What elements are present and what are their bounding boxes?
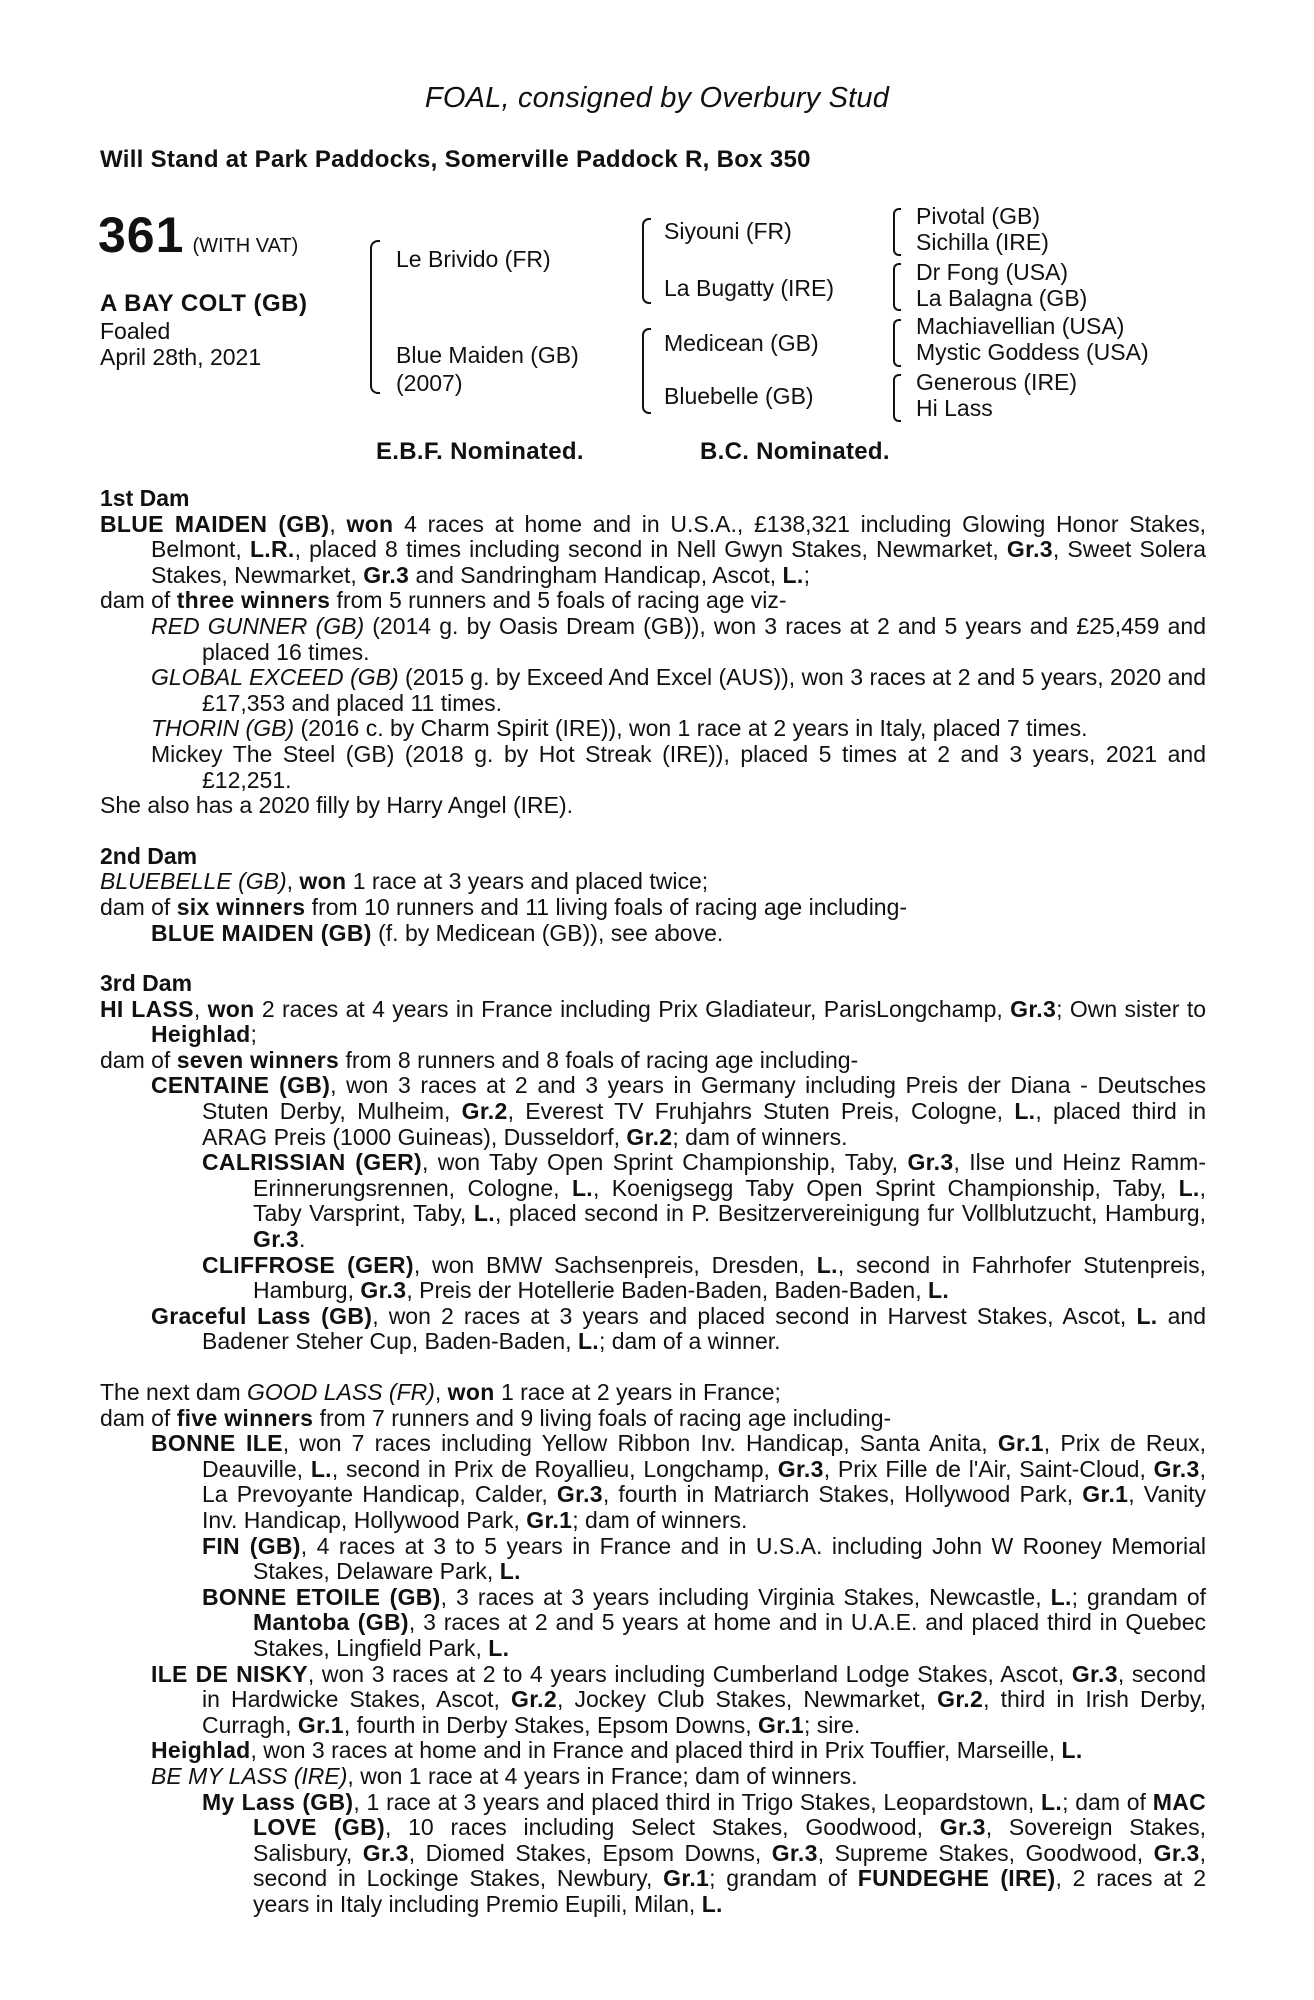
pedigree-dam: Blue Maiden (GB)	[396, 342, 579, 368]
race-grade: L.	[816, 1251, 838, 1278]
produce-entry	[151, 614, 1206, 665]
horse-name: RED GUNNER (GB)	[151, 612, 365, 639]
horse-name: CENTAINE (GB)	[151, 1072, 331, 1099]
text: , Taby Varsprint, Taby,	[253, 1174, 1207, 1227]
standing-location: Will Stand at Park Paddocks, Somerville Paddock R, Box 350	[100, 146, 811, 173]
text: , won 7 races including Yellow Ribbon Inv. Handicap, Santa Anita,	[282, 1430, 998, 1457]
text: , won 1 race at 4 years in France; dam of winners.	[347, 1762, 858, 1789]
text: ;	[803, 561, 810, 588]
produce-entry	[151, 1073, 1206, 1150]
text: , fourth in Matriarch Stakes, Hollywood Park,	[602, 1481, 1083, 1508]
text: , won 2 races at 3 years and placed second in Harvest Stakes, Ascot,	[372, 1302, 1137, 1329]
pedigree-dam-dam: Bluebelle (GB)	[664, 383, 814, 409]
text: dam of	[100, 587, 177, 614]
text: , placed second in P. Besitzervereinigung fur Vollblutzucht, Hamburg,	[494, 1200, 1206, 1227]
race-grade: Gr.1	[663, 1865, 710, 1892]
pedigree-brace	[642, 218, 651, 304]
text: ,	[434, 1379, 448, 1405]
text: ; dam of winners.	[672, 1123, 848, 1150]
pedigree-gg-4: La Balagna (GB)	[916, 285, 1088, 311]
race-grade: Gr.3	[1153, 1455, 1200, 1482]
pedigree-brace	[370, 240, 380, 394]
text: (f. by Medicean (GB)), see above.	[371, 919, 724, 946]
text: six winners	[176, 893, 306, 920]
pedigree-dam-sire: Medicean (GB)	[664, 330, 819, 356]
text: ; dam of	[1062, 1788, 1153, 1815]
produce-entry	[151, 1764, 1206, 1790]
produce-note: She also has a 2020 filly by Harry Angel (IRE).	[100, 792, 574, 819]
horse-name: My Lass (GB)	[202, 1788, 354, 1815]
text: ,	[329, 510, 347, 537]
horse-name: Graceful Lass (GB)	[151, 1302, 373, 1329]
pedigree-brace	[893, 263, 901, 311]
race-grade: Gr.3	[253, 1226, 299, 1253]
race-grade: Gr.2	[461, 1098, 508, 1125]
race-grade: Gr.3	[556, 1481, 603, 1508]
text: five winners	[176, 1404, 314, 1431]
race-grade: Gr.2	[937, 1686, 984, 1713]
race-grade: L.	[1041, 1788, 1063, 1815]
foaled-date: April 28th, 2021	[100, 344, 262, 370]
text: from 8 runners and 8 foals of racing age including-	[339, 1046, 859, 1073]
race-grade: L.	[571, 1174, 593, 1201]
text: ,	[286, 868, 300, 895]
race-grade: Gr.3	[360, 1277, 407, 1304]
horse-name: MAC LOVE (GB)	[253, 1788, 1207, 1841]
produce-entry	[151, 1662, 1206, 1739]
pedigree-gg-5: Machiavellian (USA)	[916, 313, 1125, 339]
produce-entry	[202, 1534, 1206, 1585]
produce-entry	[202, 1790, 1206, 1918]
race-grade: Gr.3	[363, 561, 410, 588]
pedigree-brace	[893, 319, 901, 367]
text: won	[299, 868, 347, 895]
produce-entry: Mickey The Steel (GB) (2018 g. by Hot Streak (IRE)), placed 5 times at 2 and 3 years, 2021 and £12,251.	[151, 740, 1206, 793]
lot-heading	[98, 206, 298, 264]
text: ; grandam of	[709, 1865, 858, 1892]
race-grade: L.	[1136, 1302, 1158, 1329]
horse-name: FUNDEGHE (IRE)	[857, 1865, 1056, 1892]
dam-entry	[100, 512, 1206, 589]
race-grade: L.	[1178, 1174, 1200, 1201]
race-grade: Gr.3	[1071, 1660, 1118, 1687]
text: won	[447, 1379, 495, 1405]
text: dam of	[100, 893, 177, 920]
race-grade: Gr.1	[758, 1711, 804, 1738]
pedigree-gg-1: Pivotal (GB)	[916, 203, 1040, 229]
produce-entry	[151, 1304, 1206, 1355]
text: , Ilse und Heinz Ramm-Erinnerungsrennen, Cologne,	[253, 1149, 1206, 1201]
race-grade: Gr.3	[771, 1839, 818, 1866]
text: , won Taby Open Sprint Championship, Taby,	[421, 1149, 908, 1176]
produce-entry	[151, 665, 1206, 716]
text: , Sweet Solera Stakes, Newmarket,	[151, 536, 1206, 588]
text: 4 races at home and in U.S.A., £138,321 including Glowing Honor Stakes, Belmont,	[151, 510, 1207, 563]
race-grade: Gr.3	[777, 1455, 824, 1482]
race-grade: L.	[488, 1634, 510, 1661]
text: , won BMW Sachsenpreis, Dresden,	[413, 1251, 817, 1278]
text: , 1 race at 3 years and placed third in Trigo Stakes, Leopardstown,	[353, 1788, 1042, 1815]
text: , Vanity Inv. Handicap, Hollywood Park,	[202, 1481, 1207, 1533]
text: (2015 g. by Exceed And Excel (AUS)), won 3 races at 2 and 5 years, 2020 and £17,353 and placed 11 times.	[202, 664, 1206, 716]
text: seven winners	[176, 1046, 340, 1073]
race-grade: Gr.3	[362, 1839, 409, 1866]
produce-entry	[151, 921, 1206, 947]
race-grade: Gr.3	[1010, 995, 1057, 1022]
text: , 3 races at 3 years including Virginia Stakes, Newcastle,	[440, 1583, 1051, 1610]
text: , third in Irish Derby, Curragh,	[202, 1686, 1206, 1738]
text: and Sandringham Handicap, Ascot,	[409, 561, 783, 588]
text: , Koenigsegg Taby Open Sprint Championship, Taby,	[592, 1174, 1179, 1201]
text: , Diomed Stakes, Epsom Downs,	[408, 1839, 772, 1866]
pedigree-brace	[893, 208, 901, 256]
horse-name: CALRISSIAN (GER)	[202, 1149, 422, 1176]
race-grade: L.	[782, 561, 804, 588]
race-grade: L.	[310, 1455, 332, 1482]
pedigree-gg-6: Mystic Goddess (USA)	[916, 339, 1149, 365]
spacer	[100, 819, 1206, 844]
text: , Prix de Reux, Deauville,	[202, 1430, 1207, 1482]
race-grade: Gr.1	[997, 1430, 1044, 1457]
text: from 5 runners and 5 foals of racing age viz-	[330, 587, 787, 614]
foaled-label: Foaled	[100, 318, 171, 344]
text: ; sire.	[803, 1711, 861, 1738]
pedigree-sire-dam: La Bugatty (IRE)	[664, 275, 835, 301]
horse-name: FIN (GB)	[202, 1532, 301, 1559]
section-heading: 3rd Dam	[100, 970, 193, 997]
pedigree-sire-sire: Siyouni (FR)	[664, 218, 792, 244]
race-grade: L.	[499, 1558, 521, 1585]
horse-name: BONNE ETOILE (GB)	[202, 1583, 441, 1610]
race-grade: L.	[701, 1890, 723, 1917]
text: from 10 runners and 11 living foals of racing age including-	[305, 893, 908, 920]
race-grade: L.	[928, 1277, 950, 1304]
race-grade: L.	[1050, 1583, 1072, 1610]
text: ,	[193, 995, 208, 1022]
race-grade: Gr.2	[511, 1686, 557, 1713]
dam-produce-summary	[100, 1406, 1206, 1432]
text: , second in Lockinge Stakes, Newbury,	[253, 1839, 1207, 1892]
race-grade: Gr.3	[907, 1149, 954, 1176]
text: , second in Hardwicke Stakes, Ascot,	[202, 1660, 1206, 1713]
text: ; grandam of	[1071, 1583, 1206, 1610]
text: , Everest TV Fruhjahrs Stuten Preis, Cologne,	[507, 1098, 1015, 1125]
ebf-nomination: E.B.F. Nominated.	[376, 438, 584, 465]
text: , 10 races including Select Stakes, Goodwood,	[384, 1814, 940, 1841]
text: , won 3 races at 2 and 3 years in Germany including Preis der Diana - Deutsches Stuten Derby, Mulheim,	[202, 1072, 1206, 1125]
race-grade: Gr.3	[939, 1814, 986, 1841]
horse-name: BLUE MAIDEN (GB)	[100, 510, 330, 537]
dam-entry	[100, 997, 1206, 1048]
race-grade: Gr.2	[626, 1123, 673, 1150]
text: ; dam of winners.	[572, 1506, 748, 1533]
text: won	[207, 995, 255, 1022]
pedigree-gg-8: Hi Lass	[916, 395, 993, 421]
pedigree-sire: Le Brivido (FR)	[396, 246, 551, 272]
produce-entry	[151, 716, 1206, 742]
produce-entry	[202, 1253, 1206, 1304]
text: The next dam	[100, 1379, 248, 1405]
text: , second in Fahrhofer Stutenpreis, Hamburg,	[253, 1251, 1206, 1304]
horse-name: Heighlad	[151, 1021, 251, 1048]
horse-name: Heighlad	[151, 1737, 251, 1764]
horse-name: CLIFFROSE (GER)	[202, 1251, 414, 1278]
section-heading: 2nd Dam	[100, 842, 198, 869]
race-grade: L.	[1061, 1737, 1083, 1764]
race-grade: L.	[577, 1328, 599, 1355]
text: , won 3 races at home and in France and placed third in Prix Touffier, Marseille,	[250, 1737, 1062, 1764]
pedigree-gg-3: Dr Fong (USA)	[916, 259, 1069, 285]
horse-name: GLOBAL EXCEED (GB)	[151, 664, 399, 691]
dam-entry	[100, 1380, 1206, 1406]
text: dam of	[100, 1046, 177, 1073]
text: 1 race at 2 years in France;	[494, 1379, 781, 1405]
dam-entry	[100, 869, 1206, 895]
horse-name: Mantoba (GB)	[253, 1609, 409, 1636]
vat-note: (WITH VAT)	[192, 235, 299, 257]
text: , Jockey Club Stakes, Newmarket,	[556, 1686, 938, 1713]
pedigree-gg-2: Sichilla (IRE)	[916, 229, 1049, 255]
horse-name: BLUE MAIDEN (GB)	[151, 919, 372, 946]
text: , second in Prix de Royallieu, Longchamp,	[331, 1455, 778, 1482]
produce-entry	[202, 1150, 1206, 1252]
text: ;	[250, 1021, 257, 1048]
produce-entry	[151, 1738, 1206, 1764]
text: , Sovereign Stakes, Salisbury,	[253, 1814, 1206, 1866]
pedigree-brace	[642, 328, 651, 414]
race-grade: Gr.3	[1006, 536, 1053, 563]
text: 2 races at 4 years in France including Prix Gladiateur, ParisLongchamp,	[254, 995, 1011, 1022]
text: , La Prevoyante Handicap, Calder,	[202, 1455, 1206, 1508]
text: , placed third in ARAG Preis (1000 Guineas), Dusseldorf,	[202, 1098, 1206, 1150]
horse-name: A BAY COLT (GB)	[100, 290, 308, 317]
text: ; dam of a winner.	[598, 1328, 781, 1355]
pedigree-dam-year: (2007)	[396, 370, 463, 396]
lot-number: 361	[98, 207, 185, 263]
text: , 2 races at 2 years in Italy including Premio Eupili, Milan,	[253, 1865, 1206, 1917]
produce-entry	[151, 1431, 1206, 1533]
text: 1 race at 3 years and placed twice;	[346, 868, 709, 895]
pedigree-notes	[100, 486, 1206, 1917]
text: from 7 runners and 9 living foals of racing age including-	[313, 1404, 892, 1431]
horse-name: BONNE ILE	[151, 1430, 283, 1457]
horse-name: ILE DE NISKY	[151, 1660, 308, 1687]
race-grade: L.R.	[249, 536, 295, 563]
dam-produce-summary	[100, 1048, 1206, 1074]
horse-name: THORIN (GB)	[151, 715, 295, 742]
text: , Preis der Hotellerie Baden-Baden, Baden-Baden,	[406, 1277, 928, 1304]
text: three winners	[176, 587, 331, 614]
consignor-line: FOAL, consigned by Overbury Stud	[424, 82, 890, 114]
text: (2014 g. by Oasis Dream (GB)), won 3 races at 2 and 5 years and £25,459 and placed 16 times.	[202, 612, 1207, 665]
horse-name: HI LASS	[100, 995, 194, 1022]
bc-nomination: B.C. Nominated.	[700, 438, 890, 465]
text: , 3 races at 2 and 5 years at home and in U.A.E. and placed third in Quebec Stakes, Lingfield Park,	[253, 1609, 1206, 1661]
text: and Badener Steher Cup, Baden-Baden,	[202, 1302, 1206, 1355]
text: .	[298, 1226, 306, 1253]
race-grade: Gr.3	[1153, 1839, 1200, 1866]
section-heading: 1st Dam	[100, 485, 190, 511]
spacer	[100, 946, 1206, 971]
race-grade: L.	[473, 1200, 495, 1227]
text: won	[346, 510, 394, 537]
produce-entry	[202, 1585, 1206, 1662]
dam-produce-summary	[100, 588, 1206, 614]
race-grade: Gr.1	[297, 1711, 344, 1738]
text: , Prix Fille de l'Air, Saint-Cloud,	[823, 1455, 1154, 1482]
race-grade: L.	[1014, 1098, 1036, 1125]
text: ; Own sister to	[1056, 995, 1207, 1022]
spacer	[100, 1355, 1206, 1380]
race-grade: Gr.1	[526, 1506, 573, 1533]
horse-name: GOOD LASS (FR)	[247, 1379, 435, 1405]
text: , Supreme Stakes, Goodwood,	[817, 1839, 1154, 1866]
horse-name: BLUEBELLE (GB)	[100, 868, 287, 895]
text: , won 3 races at 2 to 4 years including Cumberland Lodge Stakes, Ascot,	[307, 1660, 1072, 1687]
text: (2016 c. by Charm Spirit (IRE)), won 1 race at 2 years in Italy, placed 7 times.	[294, 715, 1088, 742]
text: , 4 races at 3 to 5 years in France and in U.S.A. including John W Rooney Memorial Stakes, Delaware Park,	[253, 1532, 1206, 1585]
text: , placed 8 times including second in Nell Gwyn Stakes, Newmarket,	[294, 536, 1007, 563]
pedigree-brace	[893, 374, 901, 422]
text: , fourth in Derby Stakes, Epsom Downs,	[343, 1711, 759, 1738]
dam-produce-summary	[100, 895, 1206, 921]
text: dam of	[100, 1404, 177, 1431]
race-grade: Gr.1	[1082, 1481, 1129, 1508]
horse-name: BE MY LASS (IRE)	[151, 1762, 348, 1789]
pedigree-gg-7: Generous (IRE)	[916, 369, 1078, 395]
